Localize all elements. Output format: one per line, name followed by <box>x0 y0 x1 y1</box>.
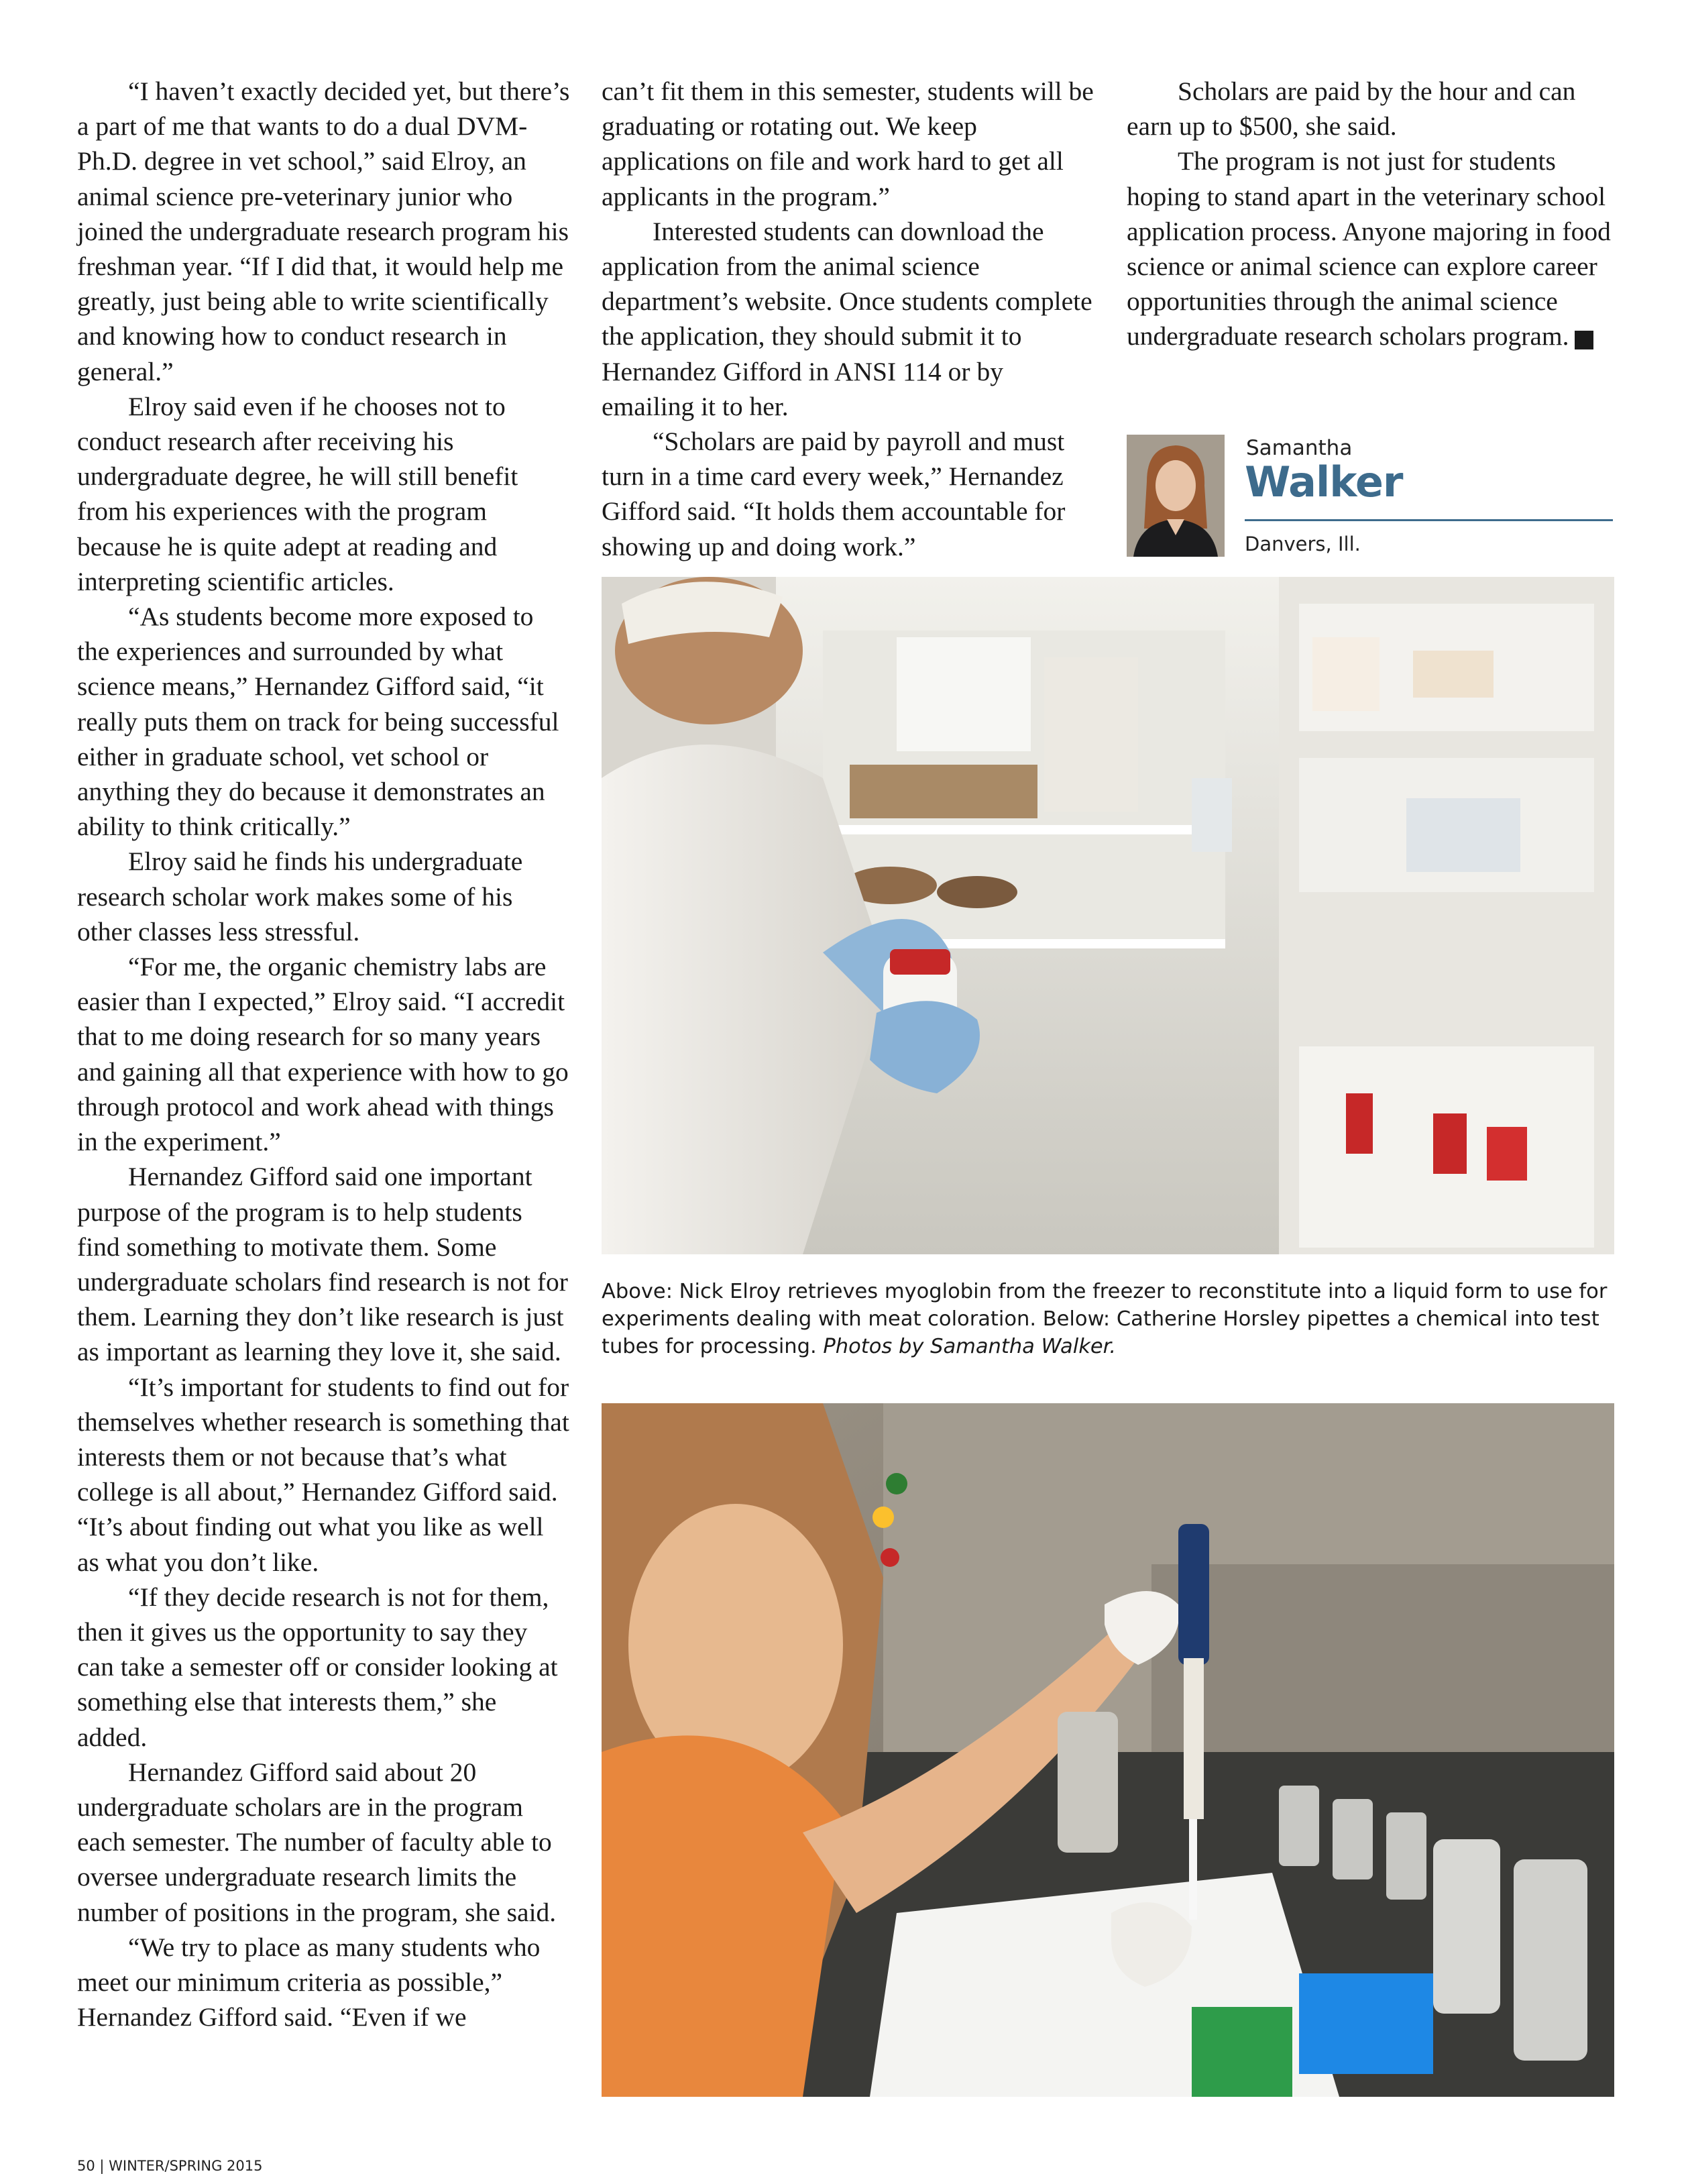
paragraph <box>1127 144 1640 353</box>
byline-rule <box>1245 519 1613 521</box>
author-last-name: Walker <box>1245 457 1403 506</box>
paragraph: Hernandez Gifford said about 20 undergraduate scholars are in the program each semester. The number of faculty able to oversee undergraduate research limits the number of positions in the program, she said. <box>77 1757 557 1927</box>
paragraph: can’t fit them in this semester, students will be graduating or rotating out. We keep applications on file and work hard to get all applicants in the program.” <box>602 76 1094 211</box>
author-byline <box>1127 435 1613 559</box>
paragraph: “For me, the organic chemistry labs are easier than I expected,” Elroy said. “I accredit that to me doing research for so many years and gaining all that experience with how to go through protocol and work ahead with things in the experiment.” <box>77 952 569 1157</box>
pipette-photo-image <box>602 1403 1614 2097</box>
paragraph: Elroy said he finds his undergraduate research scholar work makes some of his other classes less stressful. <box>77 847 523 946</box>
paragraph: “I haven’t exactly decided yet, but there’s a part of me that wants to do a dual DVM-Ph.D. degree in vet school,” said Elroy, an animal science pre-veterinary junior who joined the undergraduate research program his freshman year. “If I did that, it would help me greatly, just being able to write scientifically and knowing how to conduct research in general.” <box>77 76 570 386</box>
paragraph: Scholars are paid by the hour and can earn up to $500, she said. <box>1127 76 1576 142</box>
paragraph: “We try to place as many students who meet our minimum criteria as possible,” Hernandez Gifford said. “Even if we <box>77 1932 541 2032</box>
paragraph: Hernandez Gifford said one important purpose of the program is to help students find something to motivate them. Some undergraduate scholars find research is not for them. Learning they don’t like research is just as important as learning they love it, she said. <box>77 1162 568 1367</box>
paragraph: Interested students can download the application from the animal science department’s website. Once students complete the application, they should submit it to Hernandez Gifford in ANSI 114 or by emailing it to her. <box>602 216 1092 421</box>
paragraph: “Scholars are paid by payroll and must turn in a time card every week,” Hernandez Gifford said. “It holds them accountable for showing up and doing work.” <box>602 427 1066 561</box>
article-column-2 <box>602 74 1098 564</box>
author-hometown: Danvers, Ill. <box>1245 533 1361 555</box>
paragraph: Elroy said even if he chooses not to conduct research after receiving his undergraduate degree, he will still benefit from his experiences with the program because he is quite adept at reading and interpreting scientific articles. <box>77 391 518 596</box>
photo-pipette <box>602 1403 1614 2097</box>
end-mark-icon: CJ <box>1575 331 1593 349</box>
photo-freezer <box>602 577 1614 1254</box>
author-portrait-icon <box>1127 435 1225 557</box>
freezer-photo-image <box>602 577 1614 1254</box>
photo-caption <box>602 1278 1618 1360</box>
author-photo <box>1127 435 1225 557</box>
paragraph: “It’s important for students to find out for themselves whether research is something that interests them or not because that’s what college is all about,” Hernandez Gifford said. “It’s about finding out what you like as well as what you don’t like. <box>77 1372 569 1577</box>
photo-credit: Photos by Samantha Walker. <box>823 1335 1117 1358</box>
article-column-1 <box>77 74 570 2034</box>
paragraph-text: The program is not just for students hoping to stand apart in the veterinary school application process. Anyone majoring in food science or animal science can explore career opportunities through the animal science undergraduate research scholars program. <box>1127 146 1611 351</box>
paragraph: “As students become more exposed to the experiences and surrounded by what science means,” Hernandez Gifford said, “it really puts them on track for being successful either in graduate school, vet school or anything they do because it demonstrates an ability to think critically.” <box>77 602 559 842</box>
article-column-3 <box>1127 74 1640 354</box>
paragraph: “If they decide research is not for them, then it gives us the opportunity to say they can take a semester off or consider looking at something else that interests them,” she added. <box>77 1582 558 1752</box>
caption-text: Above: Nick Elroy retrieves myoglobin from the freezer to reconstitute into a liquid form to use for experiments dealing with meat coloration. Below: Catherine Horsley pipettes a chemical into test tubes for processing. <box>602 1280 1608 1358</box>
author-first-name: Samantha <box>1246 436 1353 460</box>
page-folio: 50 | WINTER/SPRING 2015 <box>77 2158 263 2174</box>
